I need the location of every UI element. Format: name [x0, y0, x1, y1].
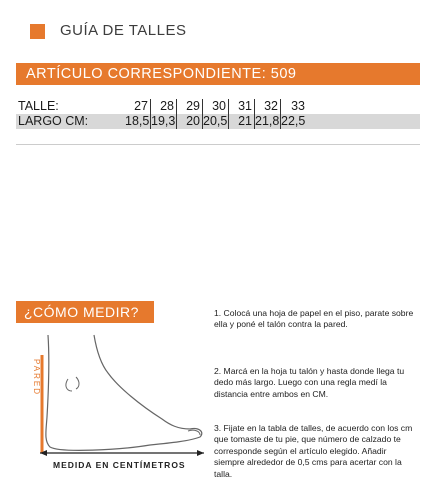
largo-row-label: LARGO CM:: [18, 114, 89, 128]
page-title: GUÍA DE TALLES: [60, 22, 187, 39]
ankle-bone-icon: [76, 377, 79, 389]
talle-row: [16, 99, 420, 114]
wall-label: PARED: [32, 359, 41, 396]
size-table: [16, 99, 420, 129]
header-square-icon: [30, 24, 45, 39]
article-label: ARTÍCULO CORRESPONDIENTE: 509: [26, 66, 297, 82]
largo-cell: 19,3: [151, 114, 176, 128]
step-2: 2. Marcá en la hoja tu talón y hasta donde llega tu dedo más largo. Luego con una regla medí la distancia entre ambos en CM.: [214, 366, 405, 399]
step-3: 3. Fijate en la tabla de talles, de acuerdo con los cm que tomaste de tu pie, que número de calzado te corresponde según el artículo elegido. Añadir siempre alrededor de 0,5 cms para acertar con la talla.: [214, 423, 413, 479]
largo-cell: 20,5: [203, 114, 228, 128]
talle-cell: 31: [229, 99, 255, 114]
talle-cell: 33: [291, 99, 305, 113]
largo-cell: 21,8: [255, 114, 280, 128]
largo-row: [16, 114, 420, 129]
talle-row-label: TALLE:: [18, 99, 59, 113]
foot-measure-diagram: [0, 325, 215, 500]
largo-cell: 21: [229, 114, 255, 129]
largo-cell: 20: [177, 114, 203, 129]
talle-cell: 29: [177, 99, 203, 114]
arrow-right-icon: [197, 450, 204, 456]
largo-cell: 18,5: [125, 114, 150, 128]
howto-label: ¿CÓMO MEDIR?: [24, 304, 139, 320]
howto-banner: [16, 301, 154, 323]
toenail-icon: [188, 430, 200, 435]
step-1: 1. Colocá una hoja de papel en el piso, parate sobre ella y poné el talón contra la pared.: [214, 308, 414, 330]
foot-outline-icon: [46, 335, 202, 450]
article-banner: [16, 63, 420, 85]
talle-cell: 30: [203, 99, 229, 114]
talle-cell: 28: [151, 99, 177, 114]
measure-label: MEDIDA EN CENTÍMETROS: [53, 460, 186, 470]
ankle-line-icon: [66, 379, 72, 391]
talle-cell: 27: [125, 99, 151, 114]
largo-cell: 22,5: [281, 114, 306, 128]
divider: [16, 144, 420, 145]
talle-cell: 32: [255, 99, 281, 114]
